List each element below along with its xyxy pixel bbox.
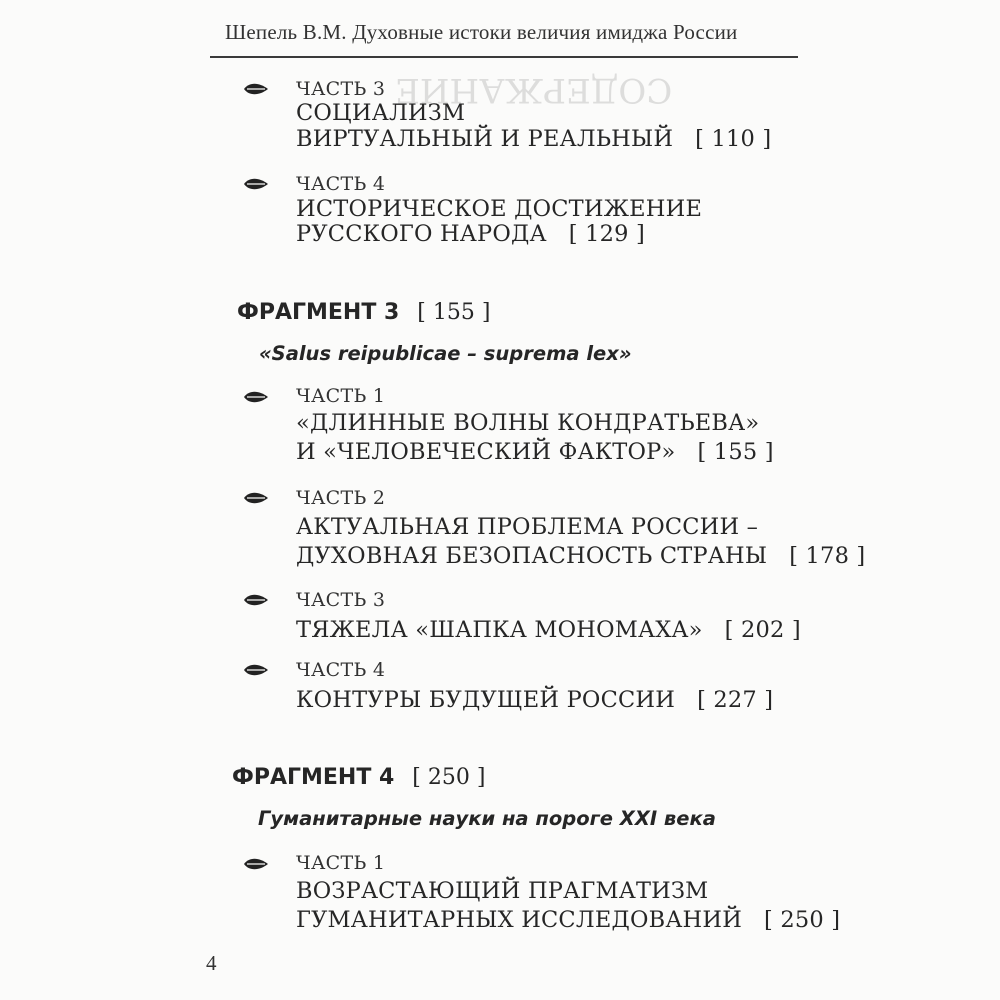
entry-title-line: «ДЛИННЫЕ ВОЛНЫ КОНДРАТЬЕВА» <box>296 410 760 436</box>
page-reference: [ 129 ] <box>568 221 645 247</box>
entry-title-line <box>296 439 774 465</box>
leaf-bullet-icon <box>243 663 269 677</box>
part-label: ЧАСТЬ 1 <box>296 385 386 407</box>
page-reference: [ 178 ] <box>789 543 866 569</box>
entry-title-text: РУССКОГО НАРОДА <box>296 221 547 247</box>
fragment-title: ФРАГМЕНТ 3 <box>237 300 400 325</box>
entry-title-line <box>296 543 865 569</box>
part-label: ЧАСТЬ 4 <box>296 659 386 681</box>
leaf-bullet-icon <box>243 857 269 871</box>
page-reference: [ 202 ] <box>724 617 801 643</box>
part-label: ЧАСТЬ 2 <box>296 487 386 509</box>
entry-title-text: ВИРТУАЛЬНЫЙ И РЕАЛЬНЫЙ <box>296 126 674 152</box>
leaf-bullet-icon <box>243 593 269 607</box>
entry-title-line <box>296 907 840 933</box>
fragment-subtitle: Гуманитарные науки на пороге XXI века <box>258 807 716 830</box>
leaf-bullet-icon <box>243 491 269 505</box>
page-reference: [ 227 ] <box>697 687 774 713</box>
entry-title-line: ИСТОРИЧЕСКОЕ ДОСТИЖЕНИЕ <box>296 196 703 222</box>
part-label: ЧАСТЬ 3 <box>296 78 386 100</box>
entry-title-line <box>296 687 773 713</box>
leaf-bullet-icon <box>243 82 269 96</box>
entry-title-line <box>296 221 645 247</box>
entry-title-line <box>296 617 801 643</box>
entry-title-text: ГУМАНИТАРНЫХ ИССЛЕДОВАНИЙ <box>296 907 743 933</box>
running-header: Шепель В.М. Духовные истоки величия имиджа России <box>225 20 738 44</box>
show-through: СОДЕРЖАНИЕ <box>395 70 673 110</box>
entry-title-line: СОЦИАЛИЗМ <box>296 100 466 126</box>
part-label: ЧАСТЬ 3 <box>296 589 386 611</box>
entry-title-text: ТЯЖЕЛА «ШАПКА МОНОМАХА» <box>296 617 703 643</box>
page-reference: [ 250 ] <box>412 765 486 790</box>
leaf-bullet-icon <box>243 390 269 404</box>
header-rule <box>210 56 798 58</box>
entry-title-line: ВОЗРАСТАЮЩИЙ ПРАГМАТИЗМ <box>296 878 709 904</box>
part-label: ЧАСТЬ 4 <box>296 173 386 195</box>
fragment-subtitle: «Salus reipublicae – suprema lex» <box>259 342 632 365</box>
leaf-bullet-icon <box>243 177 269 191</box>
part-label: ЧАСТЬ 1 <box>296 852 386 874</box>
page-number: 4 <box>206 951 217 975</box>
fragment-heading <box>232 765 485 790</box>
entry-title-text: ДУХОВНАЯ БЕЗОПАСНОСТЬ СТРАНЫ <box>296 543 768 569</box>
page-reference: [ 155 ] <box>697 439 774 465</box>
fragment-title: ФРАГМЕНТ 4 <box>232 765 395 790</box>
page-reference: [ 110 ] <box>695 126 772 152</box>
page-reference: [ 250 ] <box>764 907 841 933</box>
entry-title-line: АКТУАЛЬНАЯ ПРОБЛЕМА РОССИИ – <box>296 514 759 540</box>
fragment-heading <box>237 300 490 325</box>
entry-title-text: И «ЧЕЛОВЕЧЕСКИЙ ФАКТОР» <box>296 439 676 465</box>
page-reference: [ 155 ] <box>417 300 491 325</box>
entry-title-text: КОНТУРЫ БУДУЩЕЙ РОССИИ <box>296 687 676 713</box>
entry-title-line <box>296 126 771 152</box>
